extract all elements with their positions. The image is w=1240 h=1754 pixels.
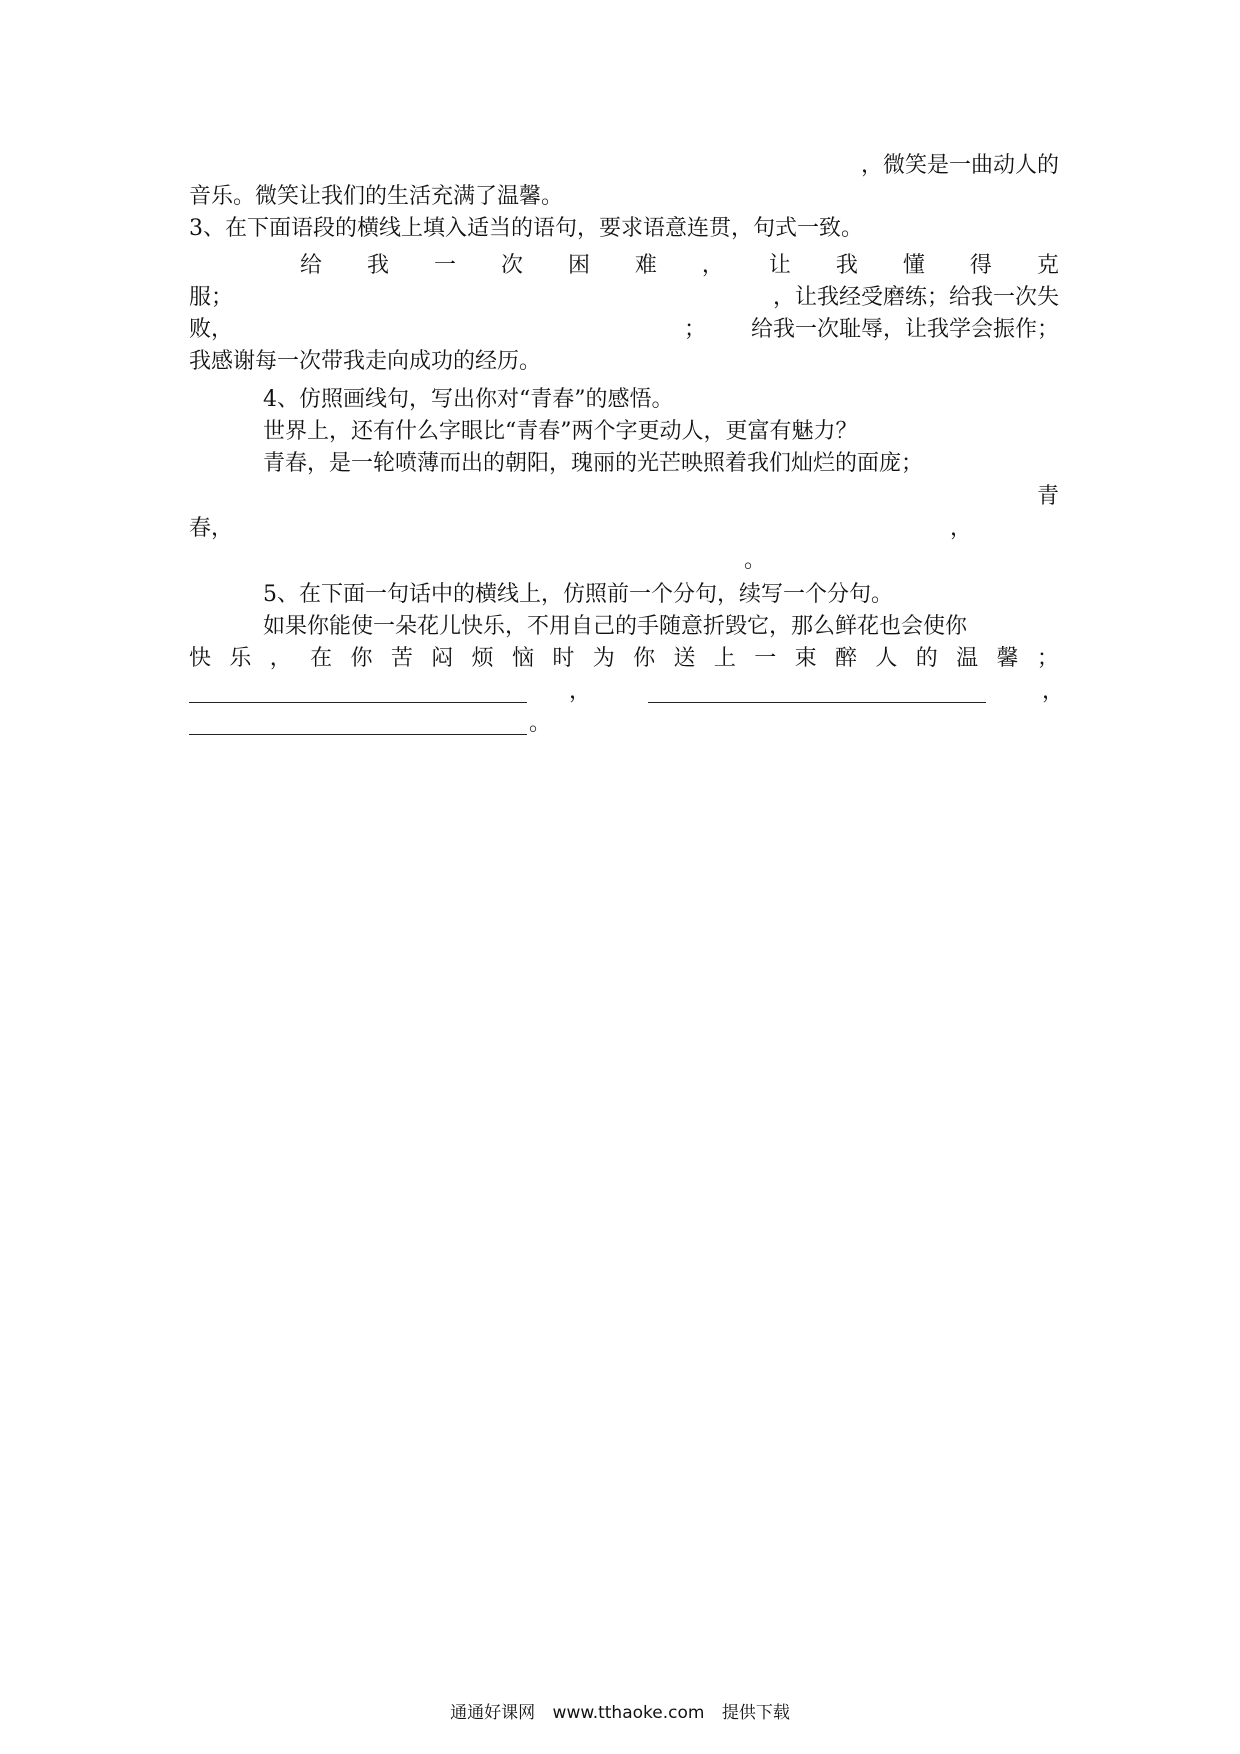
text-segment: 服； bbox=[189, 285, 234, 310]
char: 上 bbox=[713, 646, 736, 671]
char: 闷 bbox=[431, 646, 454, 671]
char: 醉 bbox=[835, 646, 858, 671]
text-segment: ， bbox=[1042, 679, 1065, 704]
question-4-line-5 bbox=[189, 545, 1059, 577]
question-4-line-2: 青春，是一轮喷薄而出的朝阳，瑰丽的光芒映照着我们灿烂的面庞； bbox=[263, 451, 924, 476]
question-5-line-1: 如果你能使一朵花儿快乐，不用自己的手随意折毁它，那么鲜花也会使你 bbox=[263, 614, 968, 639]
question-3-line-1 bbox=[300, 250, 1059, 282]
char: ； bbox=[1036, 646, 1059, 671]
text-segment: 。 bbox=[744, 548, 767, 573]
question-4-title: 4、仿照画线句，写出你对“青春”的感悟。 bbox=[263, 387, 674, 412]
footer-site-name: 通通好课网 bbox=[450, 1703, 536, 1723]
char: 乐 bbox=[229, 646, 252, 671]
text-segment: 给我一次耻辱，让我学会振作； bbox=[750, 317, 1059, 342]
char: 恼 bbox=[512, 646, 535, 671]
char: 克 bbox=[1036, 253, 1059, 278]
char: 一 bbox=[433, 253, 456, 278]
text-segment: ， bbox=[950, 516, 973, 541]
char: 你 bbox=[350, 646, 373, 671]
char: ， bbox=[269, 646, 292, 671]
char: 为 bbox=[592, 646, 615, 671]
answer-blank[interactable] bbox=[189, 712, 527, 735]
char: 在 bbox=[310, 646, 333, 671]
char: 难 bbox=[634, 253, 657, 278]
text-segment: ，让我经受磨练；给我一次失 bbox=[772, 285, 1059, 310]
char: 快 bbox=[189, 646, 212, 671]
char: 懂 bbox=[902, 253, 925, 278]
char: 困 bbox=[567, 253, 590, 278]
char: 温 bbox=[956, 646, 979, 671]
question-5-line-4 bbox=[189, 708, 1059, 740]
char: 烦 bbox=[471, 646, 494, 671]
char: 送 bbox=[673, 646, 696, 671]
question-5-line-2 bbox=[189, 643, 1059, 675]
answer-blank[interactable] bbox=[189, 680, 527, 703]
footer-suffix: 提供下载 bbox=[721, 1703, 790, 1723]
char: 给 bbox=[300, 253, 323, 278]
text-line-1: ，微笑是一曲动人的 bbox=[860, 153, 1059, 178]
question-3-line-4: 我感谢每一次带我走向成功的经历。 bbox=[189, 349, 542, 374]
char: 人 bbox=[875, 646, 898, 671]
char: 得 bbox=[969, 253, 992, 278]
footer-url[interactable]: www.tthaoke.com bbox=[552, 1703, 705, 1723]
text-segment: 。 bbox=[529, 711, 552, 736]
char: 馨 bbox=[996, 646, 1019, 671]
char: 让 bbox=[768, 253, 791, 278]
char: 我 bbox=[366, 253, 389, 278]
char: 次 bbox=[500, 253, 523, 278]
text-line-2: 音乐。微笑让我们的生活充满了温馨。 bbox=[189, 184, 564, 209]
question-3-title: 3、在下面语段的横线上填入适当的语句，要求语意连贯，句式一致。 bbox=[189, 216, 863, 241]
answer-blank[interactable] bbox=[648, 680, 986, 703]
page-footer bbox=[0, 1700, 1240, 1726]
char: 时 bbox=[552, 646, 575, 671]
char: 我 bbox=[835, 253, 858, 278]
text-segment: ， bbox=[569, 679, 592, 704]
question-5-title: 5、在下面一句话中的横线上，仿照前一个分句，续写一个分句。 bbox=[263, 582, 893, 607]
question-4-line-3: 青 bbox=[1036, 484, 1059, 509]
text-segment: 败， bbox=[189, 317, 234, 342]
question-4-line-1: 世界上，还有什么字眼比“青春”两个字更动人，更富有魅力？ bbox=[263, 419, 858, 444]
char: ， bbox=[701, 253, 724, 278]
char: 一 bbox=[754, 646, 777, 671]
question-5-line-3 bbox=[189, 676, 1065, 708]
char: 苦 bbox=[390, 646, 413, 671]
char: 束 bbox=[794, 646, 817, 671]
text-segment: 春， bbox=[189, 516, 234, 541]
question-3-line-3 bbox=[189, 314, 1059, 346]
char: 你 bbox=[633, 646, 656, 671]
question-3-line-2 bbox=[189, 282, 1059, 314]
text-segment: ； bbox=[684, 317, 707, 342]
question-4-line-4 bbox=[189, 513, 1059, 545]
char: 的 bbox=[915, 646, 938, 671]
